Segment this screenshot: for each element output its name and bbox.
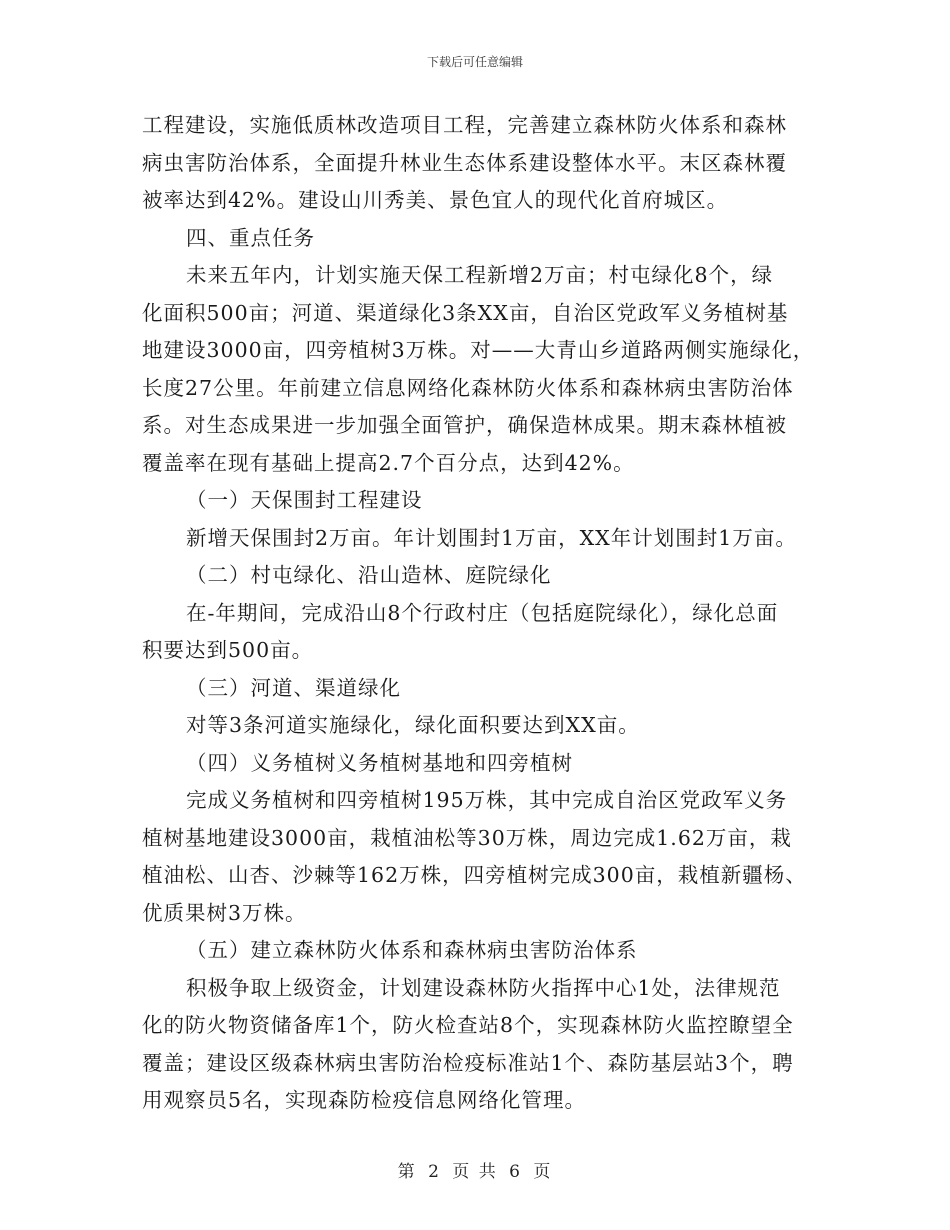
text-line: 化的防火物资储备库1个，防火检查站8个，实现森林防火监控瞭望全 [142, 1013, 794, 1037]
text-line: 未来五年内，计划实施天保工程新增2万亩；村屯绿化8个，绿 [186, 263, 774, 287]
document-body [142, 110, 815, 1123]
total-pages: 6 [509, 1162, 522, 1182]
subsection-heading: （四）义务植树义务植树基地和四旁植树 [186, 750, 573, 775]
subsection-heading: （三）河道、渠道绿化 [186, 675, 401, 700]
text-line: 覆盖率在现有基础上提高2.7个百分点，达到42%。 [142, 450, 635, 475]
page-mid: 页 共 [452, 1162, 498, 1182]
text-line: 工程建设，实施低质林改造项目工程，完善建立森林防火体系和森林 [142, 113, 787, 137]
section-heading: 四、重点任务 [186, 225, 315, 250]
text-line: 长度27公里。年前建立信息网络化森林防火体系和森林病虫害防治体 [142, 375, 794, 400]
header-note: 下载后可任意编辑 [426, 55, 523, 69]
text-line: 用观察员5名，实现森防检疫信息网络化管理。 [142, 1088, 587, 1112]
subsection-heading: （五）建立森林防火体系和森林病虫害防治体系 [186, 938, 638, 962]
text-line: 对等3条河道实施绿化，绿化面积要达到XX亩。 [186, 713, 640, 737]
text-line: 积要达到500亩。 [142, 638, 314, 662]
text-line: 植树基地建设3000亩，栽植油松等30万株，周边完成1.62万亩，栽 [142, 825, 792, 850]
text-line: 植油松、山杏、沙棘等162万株，四旁植树完成300亩，栽植新疆杨、 [142, 863, 807, 887]
text-line: 化面积500亩；河道、渠道绿化3条XX亩，自治区党政军义务植树基 [142, 300, 789, 325]
text-line: 被率达到42%。建设山川秀美、景色宜人的现代化首府城区。 [142, 188, 729, 212]
subsection-heading: （一）天保围封工程建设 [186, 488, 423, 512]
current-page: 2 [428, 1162, 441, 1182]
text-line: 在-年期间，完成沿山8个行政村庄（包括庭院绿化），绿化总面 [186, 600, 779, 625]
text-line: 新增天保围封2万亩。年计划围封1万亩，XX年计划围封1万亩。 [186, 525, 797, 550]
text-line: 病虫害防治体系，全面提升林业生态体系建设整体水平。末区森林覆 [142, 150, 787, 175]
text-line: 积极争取上级资金，计划建设森林防火指挥中心1处，法律规范 [186, 975, 781, 1000]
text-line: 地建设3000亩，四旁植树3万株。对——大青山乡道路两侧实施绿化， [142, 338, 815, 362]
text-line: 优质果树3万株。 [142, 900, 307, 925]
page-number [0, 1157, 950, 1182]
page-suffix: 页 [533, 1162, 553, 1182]
subsection-heading: （二）村屯绿化、沿山造林、庭院绿化 [186, 563, 552, 587]
page-prefix: 第 [397, 1162, 417, 1182]
text-line: 完成义务植树和四旁植树195万株，其中完成自治区党政军义务 [186, 788, 788, 812]
text-line: 覆盖；建设区级森林病虫害防治检疫标准站1个、森防基层站3个，聘 [142, 1050, 794, 1075]
text-line: 系。对生态成果进一步加强全面管护，确保造林成果。期末森林植被 [142, 413, 787, 437]
